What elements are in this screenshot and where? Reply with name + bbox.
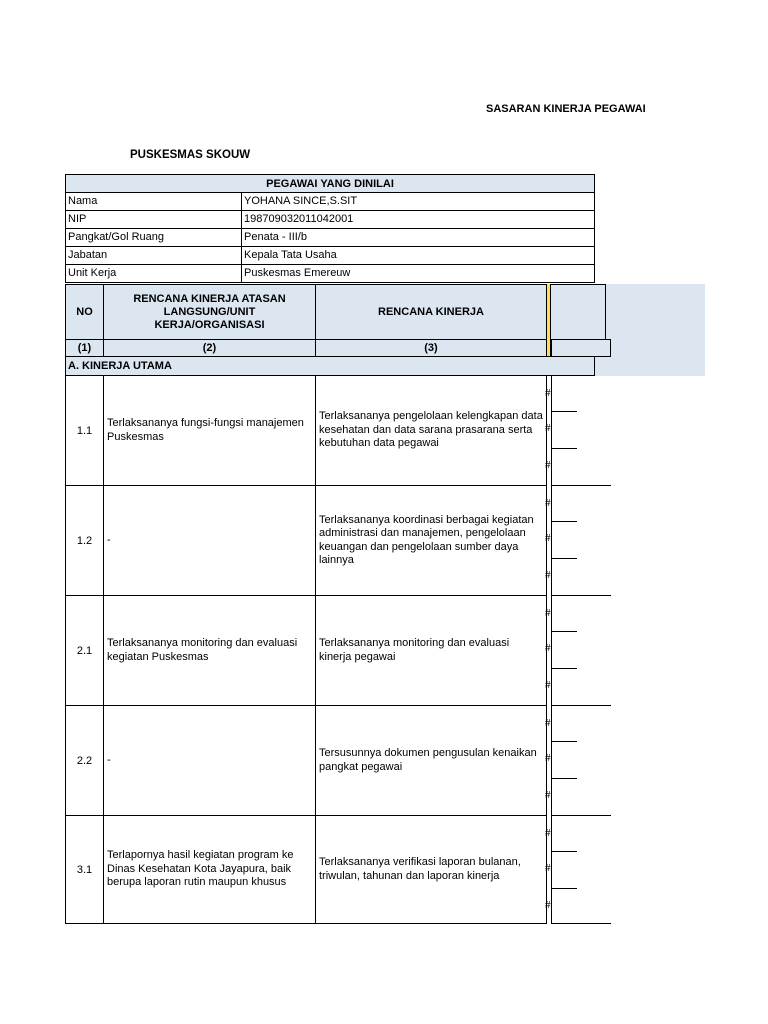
header-rencana-kinerja: RENCANA KINERJA	[315, 284, 547, 340]
hash-marker: #	[545, 460, 551, 471]
row-rencana: Tersusunnya dokumen pengusulan kenaikan pangkat pegawai	[315, 705, 547, 816]
performance-table	[65, 174, 577, 924]
field-value-nama: YOHANA SINCE,S.SIT	[241, 192, 595, 211]
row-no: 3.1	[65, 815, 104, 924]
hash-marker: #	[545, 388, 551, 399]
organization-name: PUSKESMAS SKOUW	[130, 149, 251, 161]
row-no: 1.2	[65, 485, 104, 596]
hash-marker: #	[545, 828, 551, 839]
row-rencana: Terlaksananya pengelolaan kelengkapan data kesehatan dan data sarana prasarana serta kebutuhan data pegawai	[315, 375, 547, 486]
row-no: 2.1	[65, 595, 104, 706]
row-rencana: Terlaksananya verifikasi laporan bulanan, triwulan, tahunan dan laporan kinerja	[315, 815, 547, 924]
tick-line	[551, 741, 577, 742]
field-value-unit-kerja: Puskesmas Emereuw	[241, 264, 595, 283]
hash-marker: #	[545, 718, 551, 729]
hash-marker: #	[545, 863, 551, 874]
tick-line	[551, 851, 577, 852]
colnum-extra	[551, 339, 611, 357]
hash-marker: #	[545, 790, 551, 801]
hash-marker: #	[545, 753, 551, 764]
row-atasan: Terlaksananya fungsi-fungsi manajemen Puskesmas	[103, 375, 316, 486]
hash-marker: #	[545, 643, 551, 654]
colnum-3: (3)	[315, 339, 547, 357]
field-value-nip: 198709032011042001	[241, 210, 595, 229]
hash-marker: #	[545, 423, 551, 434]
header-no: NO	[65, 284, 104, 340]
field-label-unit-kerja: Unit Kerja	[65, 264, 242, 283]
row-indicator	[551, 815, 611, 924]
row-indicator	[551, 595, 611, 706]
row-atasan: Terlaksananya monitoring dan evaluasi kegiatan Puskesmas	[103, 595, 316, 706]
row-atasan: Terlapornya hasil kegiatan program ke Dinas Kesehatan Kota Jayapura, baik berupa laporan rutin maupun khusus	[103, 815, 316, 924]
field-label-pangkat: Pangkat/Gol Ruang	[65, 228, 242, 247]
colnum-1: (1)	[65, 339, 104, 357]
tick-line	[551, 558, 577, 559]
hash-marker: #	[545, 570, 551, 581]
tick-line	[551, 668, 577, 669]
row-no: 2.2	[65, 705, 104, 816]
row-indicator	[551, 375, 611, 486]
hash-marker: #	[545, 608, 551, 619]
row-no: 1.1	[65, 375, 104, 486]
row-atasan: -	[103, 485, 316, 596]
tick-line	[551, 521, 577, 522]
tick-line	[551, 631, 577, 632]
field-value-jabatan: Kepala Tata Usaha	[241, 246, 595, 265]
row-rencana: Terlaksananya koordinasi berbagai kegiatan administrasi dan manajemen, pengelolaan keuangan dan pengelolaan sumber daya lainnya	[315, 485, 547, 596]
row-atasan: -	[103, 705, 316, 816]
hash-marker: #	[545, 900, 551, 911]
hash-marker: #	[545, 498, 551, 509]
header-extra	[546, 284, 606, 340]
row-indicator	[551, 485, 611, 596]
tick-line	[551, 411, 577, 412]
colnum-2: (2)	[103, 339, 316, 357]
tick-line	[551, 448, 577, 449]
field-label-nama: Nama	[65, 192, 242, 211]
section-kinerja-utama: A. KINERJA UTAMA	[65, 356, 595, 376]
field-value-pangkat: Penata - III/b	[241, 228, 595, 247]
row-rencana: Terlaksananya monitoring dan evaluasi kinerja pegawai	[315, 595, 547, 706]
tick-line	[551, 888, 577, 889]
document-title: SASARAN KINERJA PEGAWAI	[486, 103, 646, 115]
hash-marker: #	[545, 680, 551, 691]
employee-section-title: PEGAWAI YANG DINILAI	[65, 174, 595, 193]
hash-marker: #	[545, 533, 551, 544]
header-rencana-atasan: RENCANA KINERJA ATASAN LANGSUNG/UNIT KERJA/ORGANISASI	[103, 284, 316, 340]
field-label-jabatan: Jabatan	[65, 246, 242, 265]
tick-line	[551, 778, 577, 779]
field-label-nip: NIP	[65, 210, 242, 229]
row-indicator	[551, 705, 611, 816]
